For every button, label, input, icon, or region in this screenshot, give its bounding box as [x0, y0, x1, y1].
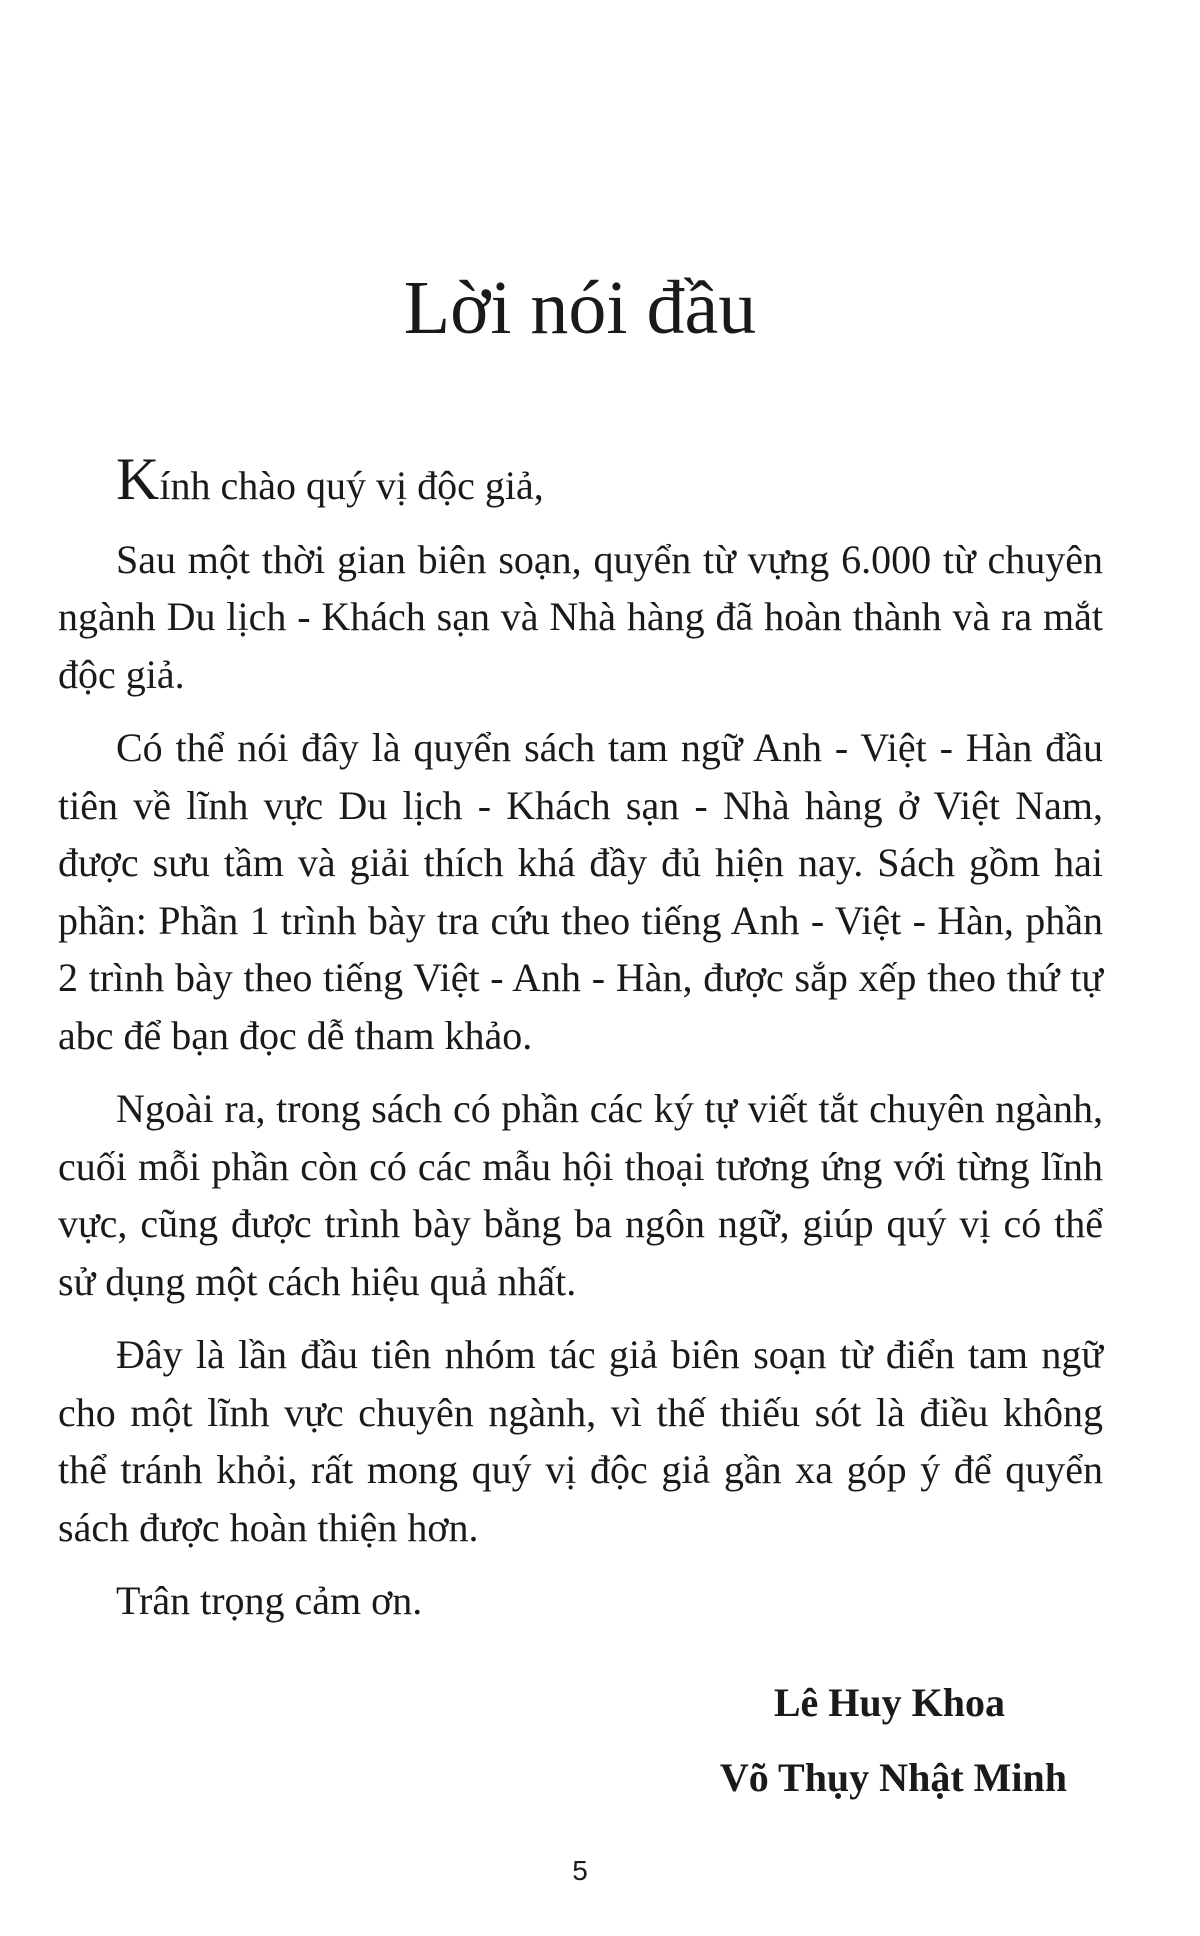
author-name: Lê Huy Khoa: [773, 1680, 1005, 1725]
paragraph-4: Đây là lần đầu tiên nhóm tác giả biên soạn từ điển tam ngữ cho một lĩnh vực chuyên ngành, vì thế thiếu sót là điều không thể tránh khỏi, rất mong quý vị độc giả gần xa góp ý để quyển sách được hoàn thiện hơn.: [58, 1332, 1103, 1550]
greeting-line: [58, 446, 1103, 515]
page-title: Lời nói đầu: [403, 266, 757, 350]
author-name: Võ Thụy Nhật Minh: [719, 1755, 1067, 1800]
paragraph-1: Sau một thời gian biên soạn, quyển từ vựng 6.000 từ chuyên ngành Du lịch - Khách sạn và Nhà hàng đã hoàn thành và ra mắt độc giả.: [58, 536, 1103, 697]
page-number: 5: [572, 1855, 588, 1886]
preface-body: [58, 446, 1103, 1630]
greeting-text: ính chào quý vị độc giả,: [159, 463, 544, 508]
paragraph-3: Ngoài ra, trong sách có phần các ký tự viết tắt chuyên ngành, cuối mỗi phần còn có các mẫu hội thoại tương ứng với từng lĩnh vực, cũng được trình bày bằng ba ngôn ngữ, giúp quý vị có thể sử dụng một cách hiệu quả nhất.: [58, 1086, 1103, 1304]
closing-line: Trân trọng cảm ơn.: [116, 1578, 423, 1623]
greeting-dropcap: K: [116, 446, 160, 512]
author-signatures: [0, 1665, 1075, 1815]
paragraph-2: Có thể nói đây là quyển sách tam ngữ Anh - Việt - Hàn đầu tiên về lĩnh vực Du lịch - Khách sạn - Nhà hàng ở Việt Nam, được sưu tầm và giải thích khá đầy đủ hiện nay. Sách gồm hai phần: Phần 1 trình bày tra cứu theo tiếng Anh - Việt - Hàn, phần 2 trình bày theo tiếng Việt - Anh - Hàn, được sắp xếp theo thứ tự abc để bạn đọc dễ tham khảo.: [58, 725, 1103, 1058]
